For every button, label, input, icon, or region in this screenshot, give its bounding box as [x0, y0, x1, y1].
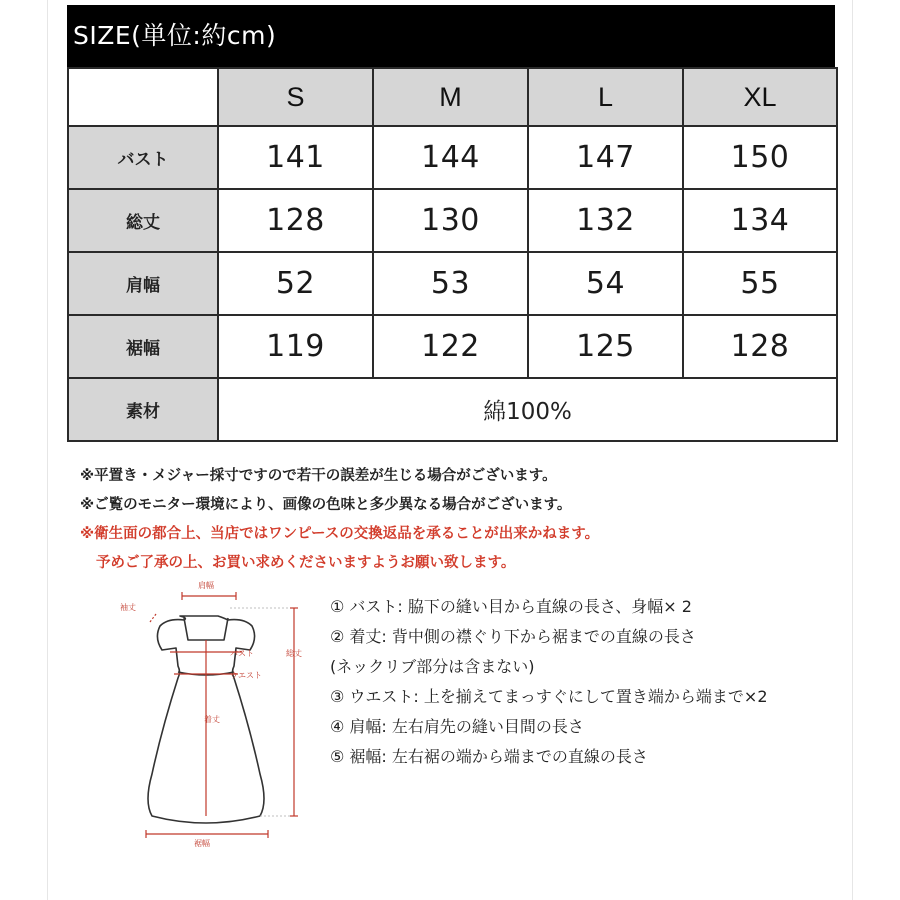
note-monitor: ※ご覧のモニター環境により、画像の色味と多少異なる場合がございます。 — [80, 497, 572, 513]
table-cell: 144 — [373, 126, 528, 189]
row-label-hem: 裾幅 — [68, 315, 218, 378]
table-cell: 130 — [373, 189, 528, 252]
table-cell: 53 — [373, 252, 528, 315]
table-cell: 128 — [218, 189, 373, 252]
table-row — [68, 126, 837, 189]
legend-bust: ① バスト: 脇下の縫い目から直線の長さ、身幅× 2 — [330, 597, 692, 616]
row-label-total-length: 総丈 — [68, 189, 218, 252]
size-header-xl: XL — [683, 68, 837, 126]
note-acknowledge: 予めご了承の上、お買い求めくださいますようお願い致します。 — [96, 555, 516, 571]
notes — [80, 462, 840, 578]
row-label-material: 素材 — [68, 378, 218, 441]
material-row — [68, 378, 837, 441]
table-cell: 134 — [683, 189, 837, 252]
table-row — [68, 252, 837, 315]
note-measurement: ※平置き・メジャー採寸ですので若干の誤差が生じる場合がございます。 — [80, 468, 557, 484]
legend-hem: ⑤ 裾幅: 左右裾の端から端までの直線の長さ — [330, 747, 648, 766]
diagram-label-total: 総丈 — [286, 649, 302, 658]
diagram-label-length: 着丈 — [204, 715, 220, 724]
diagram-label-waist: ウエスト — [230, 671, 262, 680]
legend-length-note: (ネックリブ部分は含まない) — [330, 657, 535, 676]
table-cell: 147 — [528, 126, 683, 189]
table-cell: 52 — [218, 252, 373, 315]
material-value: 綿100% — [218, 378, 837, 441]
row-label-shoulder: 肩幅 — [68, 252, 218, 315]
table-cell: 54 — [528, 252, 683, 315]
table-row — [68, 315, 837, 378]
diagram-label-sleeve: 袖丈 — [120, 603, 136, 612]
table-cell: 125 — [528, 315, 683, 378]
row-label-bust: バスト — [68, 126, 218, 189]
measurement-legend — [330, 592, 850, 772]
legend-waist: ③ ウエスト: 上を揃えてまっすぐにして置き端から端まで×2 — [330, 687, 768, 706]
size-table — [67, 67, 838, 442]
size-title: SIZE(単位:約cm) — [67, 5, 835, 67]
table-cell: 132 — [528, 189, 683, 252]
table-cell: 119 — [218, 315, 373, 378]
legend-shoulder: ④ 肩幅: 左右肩先の縫い目間の長さ — [330, 717, 584, 736]
note-no-returns: ※衛生面の都合上、当店ではワンピースの交換返品を承ることが出来かねます。 — [80, 526, 600, 542]
diagram-label-shoulder: 肩幅 — [198, 581, 214, 590]
size-header-m: M — [373, 68, 528, 126]
table-cell: 128 — [683, 315, 837, 378]
legend-length: ② 着丈: 背中側の襟ぐり下から裾までの直線の長さ — [330, 627, 696, 646]
dress-diagram — [110, 578, 310, 850]
diagram-label-hem: 裾幅 — [194, 839, 210, 848]
corner-cell — [68, 68, 218, 126]
size-header-l: L — [528, 68, 683, 126]
table-cell: 55 — [683, 252, 837, 315]
size-header-row — [68, 68, 837, 126]
table-cell: 150 — [683, 126, 837, 189]
diagram-label-bust: バスト — [230, 649, 254, 658]
size-header-s: S — [218, 68, 373, 126]
table-row — [68, 189, 837, 252]
table-cell: 141 — [218, 126, 373, 189]
table-cell: 122 — [373, 315, 528, 378]
